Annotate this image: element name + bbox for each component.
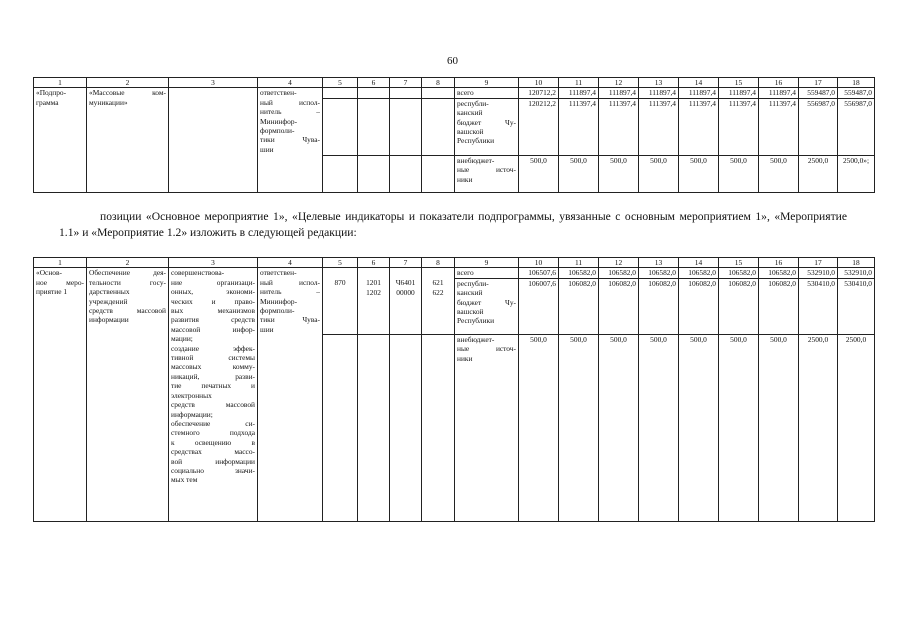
text-line: бюджет Чу-	[457, 297, 516, 307]
column-number-1: 1	[34, 78, 87, 88]
value-cell: 2500,0»;	[838, 155, 875, 192]
text-line: Республики	[457, 136, 495, 146]
value-cell: 111397,4	[639, 98, 679, 155]
target-article-code-cell	[390, 268, 422, 334]
value-cell: 500,0	[639, 334, 679, 521]
text-line: массовых комму-	[171, 362, 255, 372]
value-cell: 500,0	[519, 155, 559, 192]
value-cell: 500,0	[639, 155, 679, 192]
text-line: тие печатных и	[171, 381, 255, 391]
text-line: ответствен-	[260, 88, 297, 98]
value-cell: 500,0	[519, 334, 559, 521]
column-number-9: 9	[455, 258, 519, 268]
page-number: 60	[447, 55, 458, 67]
text-line: формполи-	[260, 306, 295, 316]
text-line: тики Чува-	[260, 315, 320, 325]
text-line: «Основ-	[36, 268, 62, 278]
value-cell: 500,0	[679, 155, 719, 192]
value-cell: 559487,0	[799, 88, 838, 98]
text-line: тельности госу-	[89, 277, 166, 287]
funding-source-cell	[455, 268, 519, 278]
column-number-16: 16	[759, 258, 799, 268]
column-number-15: 15	[719, 78, 759, 88]
text-line: онных, экономи-	[171, 287, 255, 297]
text-line: учреждений	[89, 296, 128, 306]
text-line: 1202	[366, 287, 381, 297]
value-cell: 111897,4	[759, 88, 799, 98]
value-cell: 530410,0	[838, 278, 875, 334]
value-cell: 106582,0	[599, 268, 639, 278]
budget-table-subprogram	[33, 77, 875, 193]
budget-table-main-activity	[33, 257, 875, 522]
value-cell: 106082,0	[559, 278, 599, 334]
column-number-5: 5	[323, 258, 358, 268]
value-cell: 106582,0	[679, 268, 719, 278]
text-line: всего	[457, 268, 474, 278]
column-number-8: 8	[422, 78, 455, 88]
value-cell: 500,0	[759, 155, 799, 192]
grbs-code-cell: 870	[323, 268, 358, 334]
text-line: тивной системы	[171, 353, 255, 363]
column-number-14: 14	[679, 258, 719, 268]
column-number-10: 10	[519, 78, 559, 88]
column-number-header-row	[34, 78, 875, 88]
text-line: ные источ-	[457, 165, 516, 175]
value-cell: 111397,4	[559, 98, 599, 155]
text-line: шии	[260, 144, 274, 154]
text-line: «Подпро-	[36, 88, 67, 98]
funding-source-cell	[455, 88, 519, 98]
value-cell: 532910,0	[838, 268, 875, 278]
text-line: дарственных	[89, 287, 130, 297]
text-line: ный испол-	[260, 97, 320, 107]
funding-source-cell	[455, 155, 519, 192]
text-line: канский	[457, 288, 483, 298]
text-line: Ч6401	[395, 278, 416, 288]
text-line: 622	[432, 287, 444, 297]
text-line: Республики	[457, 316, 495, 326]
text-line: ники	[457, 353, 473, 363]
subprogram-label-cell	[34, 88, 87, 192]
text-line: Обеспечение дея-	[89, 268, 166, 278]
text-line: никаций, разви-	[171, 371, 255, 381]
text-line: средствах массо-	[171, 447, 255, 457]
value-cell: 500,0	[559, 155, 599, 192]
value-cell: 2500,0	[838, 334, 875, 521]
column-number-10: 10	[519, 258, 559, 268]
text-line: мых тем	[171, 475, 198, 485]
text-line: средств массовой	[171, 400, 255, 410]
subprogram-tasks-cell	[169, 88, 258, 192]
text-line: ное меро-	[36, 277, 84, 287]
value-cell: 106582,0	[639, 268, 679, 278]
column-number-13: 13	[639, 78, 679, 88]
text-line: внебюджет-	[457, 155, 495, 165]
text-line: нитель –	[260, 107, 320, 117]
column-number-2: 2	[87, 78, 169, 88]
text-line: информации;	[171, 409, 213, 419]
text-line: тики Чува-	[260, 135, 320, 145]
value-cell: 500,0	[759, 334, 799, 521]
column-number-15: 15	[719, 258, 759, 268]
column-number-4: 4	[258, 78, 323, 88]
value-cell: 106082,0	[639, 278, 679, 334]
value-cell: 500,0	[559, 334, 599, 521]
expense-type-code-cell	[422, 268, 455, 334]
value-cell: 500,0	[679, 334, 719, 521]
main-activity-name-cell	[87, 268, 169, 521]
text-line: приятие 1	[36, 287, 68, 297]
column-number-9: 9	[455, 78, 519, 88]
value-cell: 106082,0	[719, 278, 759, 334]
column-number-12: 12	[599, 78, 639, 88]
value-cell: 120212,2	[519, 98, 559, 155]
text-line: канский	[457, 108, 483, 118]
value-cell: 2500,0	[799, 155, 838, 192]
column-number-18: 18	[838, 78, 875, 88]
text-line: вых механизмов	[171, 306, 255, 316]
column-number-3: 3	[169, 78, 258, 88]
text-line: Мининфор-	[260, 116, 298, 126]
text-line: ный испол-	[260, 277, 320, 287]
text-line: муникации»	[89, 97, 128, 107]
value-cell: 111897,4	[719, 88, 759, 98]
responsible-executor-cell	[258, 268, 323, 521]
text-line: информации	[89, 315, 129, 325]
value-cell: 559487,0	[838, 88, 875, 98]
main-activity-label-cell	[34, 268, 87, 521]
text-line: массовой инфор-	[171, 324, 255, 334]
instruction-paragraph: позиции «Основное мероприятие 1», «Целевые индикаторы и показатели подпрограммы, увязанные с основным мероприятием 1», «Мероприятие 1.1» и «Мероприятие 1.2» изложить в следующей редакции:	[59, 210, 847, 239]
column-number-8: 8	[422, 258, 455, 268]
value-cell: 106582,0	[719, 268, 759, 278]
column-number-header-row	[34, 258, 875, 268]
value-cell: 111897,4	[599, 88, 639, 98]
value-cell: 530410,0	[799, 278, 838, 334]
value-cell: 2500,0	[799, 334, 838, 521]
value-cell: 106007,6	[519, 278, 559, 334]
text-line: социально значи-	[171, 465, 255, 475]
text-line: ние организаци-	[171, 277, 255, 287]
text-line: электронных	[171, 390, 212, 400]
text-line: стемного подхода	[171, 428, 255, 438]
value-cell: 111397,4	[759, 98, 799, 155]
text-line: совершенствова-	[171, 268, 225, 278]
text-line: вашской	[457, 127, 484, 137]
text-line: ческих и право-	[171, 296, 255, 306]
column-number-11: 11	[559, 78, 599, 88]
value-cell: 111397,4	[599, 98, 639, 155]
column-number-5: 5	[323, 78, 358, 88]
column-number-7: 7	[390, 78, 422, 88]
text-line: средств массовой	[89, 306, 166, 316]
value-cell: 111897,4	[679, 88, 719, 98]
value-cell: 500,0	[719, 155, 759, 192]
text-line: «Массовые ком-	[89, 88, 166, 98]
text-line: Мининфор-	[260, 296, 298, 306]
text-line: 00000	[396, 287, 415, 297]
value-cell: 111897,4	[639, 88, 679, 98]
text-line: мации;	[171, 334, 193, 344]
text-line: развития средств	[171, 315, 255, 325]
value-cell: 106582,0	[559, 268, 599, 278]
value-cell: 111397,4	[679, 98, 719, 155]
value-cell: 500,0	[599, 334, 639, 521]
column-number-2: 2	[87, 258, 169, 268]
text-line: республи-	[457, 98, 489, 108]
value-cell: 106507,6	[519, 268, 559, 278]
column-number-16: 16	[759, 78, 799, 88]
text-line: 1201	[366, 278, 381, 288]
column-number-17: 17	[799, 258, 838, 268]
column-number-4: 4	[258, 258, 323, 268]
column-number-1: 1	[34, 258, 87, 268]
column-number-6: 6	[358, 258, 390, 268]
text-line: вой информации	[171, 456, 255, 466]
funding-source-cell	[455, 98, 519, 155]
column-number-18: 18	[838, 258, 875, 268]
subprogram-name-cell	[87, 88, 169, 192]
value-cell: 532910,0	[799, 268, 838, 278]
text-line: нитель –	[260, 287, 320, 297]
text-line: бюджет Чу-	[457, 117, 516, 127]
text-line: ные источ-	[457, 344, 516, 354]
text-line: грамма	[36, 97, 59, 107]
text-line: обеспечение си-	[171, 418, 255, 428]
column-number-6: 6	[358, 78, 390, 88]
value-cell: 500,0	[719, 334, 759, 521]
value-cell: 106582,0	[759, 268, 799, 278]
table-row	[34, 88, 875, 98]
value-cell: 120712,2	[519, 88, 559, 98]
responsible-executor-cell	[258, 88, 323, 192]
column-number-17: 17	[799, 78, 838, 88]
column-number-14: 14	[679, 78, 719, 88]
value-cell: 111897,4	[559, 88, 599, 98]
text-line: к освещению в	[171, 437, 255, 447]
text-line: республи-	[457, 278, 489, 288]
column-number-7: 7	[390, 258, 422, 268]
value-cell: 106082,0	[599, 278, 639, 334]
value-cell: 111397,4	[719, 98, 759, 155]
text-line: шии	[260, 324, 274, 334]
value-cell: 556987,0	[838, 98, 875, 155]
value-cell: 106082,0	[759, 278, 799, 334]
value-cell: 106082,0	[679, 278, 719, 334]
section-code-cell	[358, 268, 390, 334]
text-line: ники	[457, 174, 473, 184]
value-cell: 500,0	[599, 155, 639, 192]
column-number-11: 11	[559, 258, 599, 268]
main-activity-tasks-cell	[169, 268, 258, 521]
column-number-13: 13	[639, 258, 679, 268]
column-number-3: 3	[169, 258, 258, 268]
table-row	[34, 268, 875, 278]
text-line: вашской	[457, 307, 484, 317]
funding-source-cell	[455, 334, 519, 521]
text-line: создание эффек-	[171, 343, 255, 353]
value-cell: 556987,0	[799, 98, 838, 155]
text-line: внебюджет-	[457, 334, 495, 344]
text-line: 621	[432, 278, 444, 288]
text-line: всего	[457, 88, 474, 98]
text-line: ответствен-	[260, 268, 297, 278]
column-number-12: 12	[599, 258, 639, 268]
text-line: формполи-	[260, 126, 295, 136]
funding-source-cell	[455, 278, 519, 334]
